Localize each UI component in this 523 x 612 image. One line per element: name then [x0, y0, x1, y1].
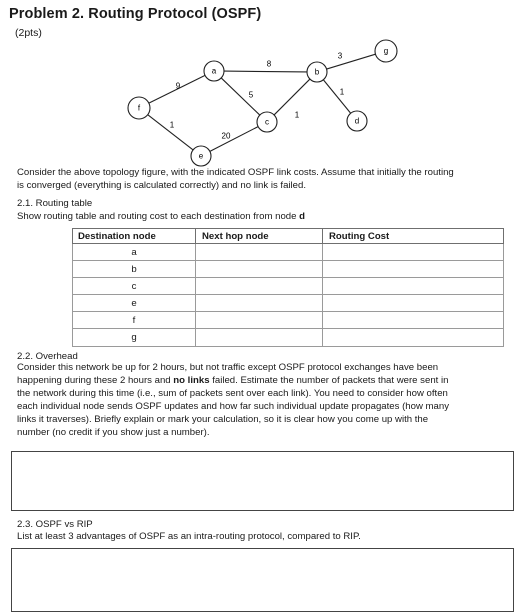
node-d — [347, 111, 367, 131]
q22-line-3: the network during this time (i.e., sum of packets sent over each link). You need to consider how often — [17, 387, 448, 399]
edge-cost-a-b: 8 — [266, 59, 272, 69]
node-a — [204, 61, 224, 81]
table-row — [73, 312, 504, 329]
intro-line-2: is converged (everything is calculated correctly) and no link is failed. — [17, 179, 307, 191]
edge-a-b — [224, 71, 307, 72]
table-row — [73, 278, 504, 295]
next-hop-cell[interactable] — [196, 244, 323, 261]
q22-line-2-end: failed. Estimate the number of packets that were sent in — [209, 374, 449, 386]
table-row — [73, 329, 504, 346]
edge-cost-c-b: 1 — [294, 110, 300, 120]
destination-cell: f — [73, 312, 196, 329]
q21-source-node: d — [299, 211, 306, 222]
destination-cell: a — [73, 244, 196, 261]
next-hop-cell[interactable] — [196, 312, 323, 329]
next-hop-cell[interactable] — [196, 261, 323, 278]
topology-figure — [0, 0, 523, 170]
routing-cost-cell[interactable] — [323, 312, 504, 329]
col-routing-cost: Routing Cost — [323, 229, 504, 244]
edge-cost-f-e: 1 — [169, 120, 175, 130]
node-label: a — [211, 66, 217, 76]
q23-heading: 2.3. OSPF vs RIP — [17, 519, 93, 530]
q22-answer-box[interactable] — [11, 451, 514, 511]
node-label: e — [198, 151, 204, 161]
intro-text — [17, 167, 517, 193]
routing-table-header — [73, 229, 504, 244]
q23-answer-box[interactable] — [11, 548, 514, 612]
routing-table — [72, 228, 504, 347]
q22-line-6: number (no credit if you show just a number). — [17, 426, 210, 438]
destination-cell: b — [73, 261, 196, 278]
edge-a-c — [221, 78, 260, 115]
routing-cost-cell[interactable] — [323, 244, 504, 261]
edge-cost-b-g: 3 — [337, 51, 343, 61]
problem-points: (2pts) — [15, 27, 42, 39]
edge-b-d — [323, 80, 350, 114]
table-row — [73, 261, 504, 278]
edge-b-g — [327, 51, 376, 69]
node-label: d — [354, 116, 360, 126]
q22-line-4: each individual node sends OSPF updates and how far such individual update propagates (how many — [17, 400, 449, 412]
table-row — [73, 244, 504, 261]
node-label: b — [314, 67, 320, 77]
routing-cost-cell[interactable] — [323, 295, 504, 312]
edge-cost-a-c: 5 — [248, 90, 254, 100]
edge-e-c — [210, 127, 258, 152]
routing-cost-cell[interactable] — [323, 329, 504, 346]
node-label: f — [137, 103, 141, 113]
destination-cell: g — [73, 329, 196, 346]
next-hop-cell[interactable] — [196, 295, 323, 312]
node-label: g — [383, 46, 389, 56]
next-hop-cell[interactable] — [196, 278, 323, 295]
q22-text — [17, 362, 517, 439]
node-e — [191, 146, 211, 166]
col-destination-node: Destination node — [73, 229, 196, 244]
q21-instruction-text: Show routing table and routing cost to each destination from node — [17, 211, 300, 222]
q21-instruction — [17, 211, 305, 223]
q22-heading: 2.2. Overhead — [17, 351, 78, 362]
node-g — [375, 40, 397, 62]
q23-text: List at least 3 advantages of OSPF as an intra-routing protocol, compared to RIP. — [17, 531, 361, 542]
q22-line-2 — [17, 375, 517, 388]
node-label: c — [265, 117, 269, 127]
node-f — [128, 97, 150, 119]
q21-heading: 2.1. Routing table — [17, 198, 93, 209]
destination-cell: c — [73, 278, 196, 295]
table-row — [73, 295, 504, 312]
routing-cost-cell[interactable] — [323, 261, 504, 278]
q22-line-5: links it traverses). Briefly explain or mark your calculation, so it is clear how you come up with the — [17, 413, 429, 425]
q22-no-links: no links — [173, 374, 210, 386]
q22-line-2-start: happening during these 2 hours and — [17, 374, 174, 386]
destination-cell: e — [73, 295, 196, 312]
node-b — [307, 62, 327, 82]
edge-c-b — [274, 79, 310, 115]
node-c — [257, 112, 277, 132]
intro-line-1: Consider the above topology figure, with the indicated OSPF link costs. Assume that initially the routing — [17, 167, 454, 178]
edge-cost-b-d: 1 — [339, 87, 345, 97]
routing-cost-cell[interactable] — [323, 278, 504, 295]
edge-cost-f-a: 9 — [175, 81, 181, 91]
col-next-hop-node: Next hop node — [196, 229, 323, 244]
next-hop-cell[interactable] — [196, 329, 323, 346]
edge-cost-e-c: 20 — [221, 131, 231, 141]
problem-title: Problem 2. Routing Protocol (OSPF) — [9, 6, 262, 22]
q22-line-1: Consider this network be up for 2 hours, but not traffic except OSPF protocol exchanges have been — [17, 362, 439, 373]
